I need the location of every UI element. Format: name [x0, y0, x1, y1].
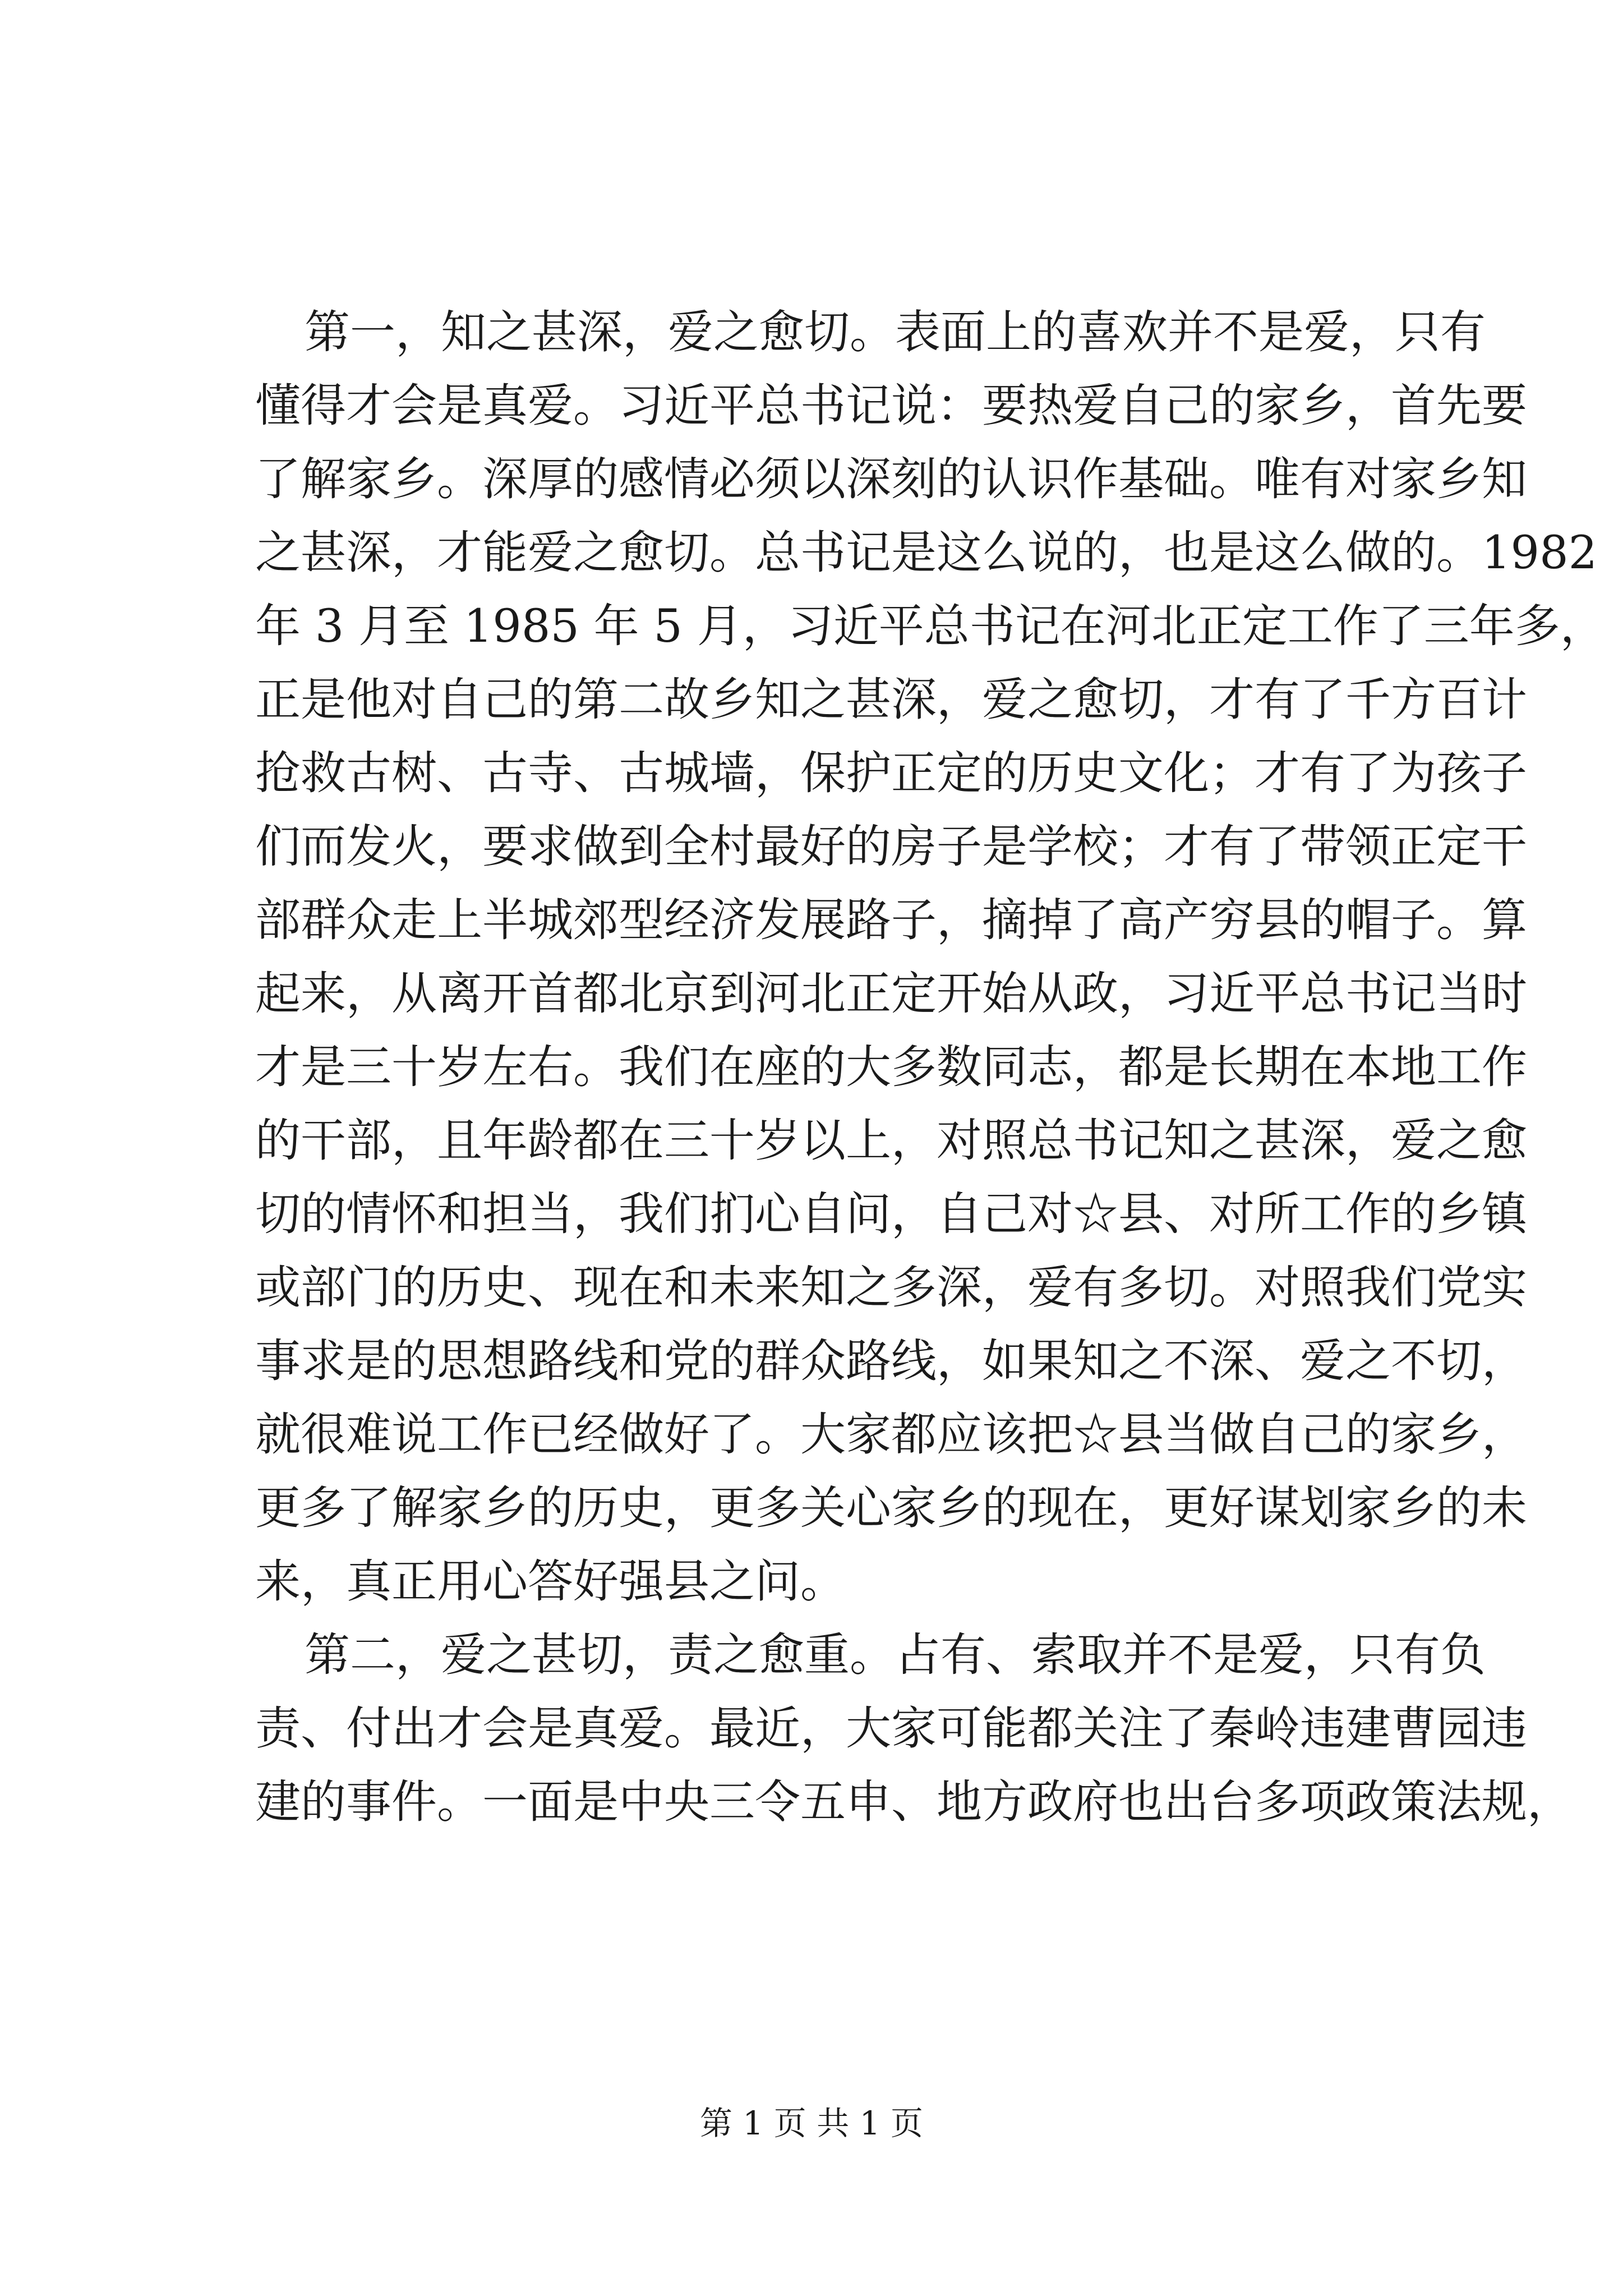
paragraph-1-line-16: 就很难说工作已经做好了。大家都应该把☆县当做自己的家乡， — [255, 1409, 1528, 1461]
paragraph-1-line-15: 事求是的思想路线和党的群众路线，如果知之不深、爱之不切， — [255, 1335, 1528, 1388]
page-footer: 第 1 页 共 1 页 — [700, 2104, 923, 2142]
paragraph-1-line-6: 正是他对自己的第二故乡知之甚深，爱之愈切，才有了千方百计 — [255, 674, 1528, 726]
paragraph-1-line-10: 起来，从离开首都北京到河北正定开始从政，习近平总书记当时 — [255, 968, 1528, 1020]
paragraph-1-line-14: 或部门的历史、现在和未来知之多深，爱有多切。对照我们党实 — [255, 1262, 1528, 1314]
paragraph-2-line-1: 第二，爱之甚切，责之愈重。占有、索取并不是爱，只有负 — [305, 1629, 1486, 1682]
paragraph-1-line-2: 懂得才会是真爱。习近平总书记说：要热爱自己的家乡，首先要 — [255, 380, 1528, 432]
paragraph-2-line-2: 责、付出才会是真爱。最近，大家可能都关注了秦岭违建曹园违 — [255, 1703, 1528, 1755]
paragraph-1-line-9: 部群众走上半城郊型经济发展路子，摘掉了高产穷县的帽子。算 — [255, 894, 1528, 947]
paragraph-1-line-12: 的干部，且年龄都在三十岁以上，对照总书记知之甚深，爱之愈 — [255, 1115, 1528, 1167]
paragraph-1-line-13: 切的情怀和担当，我们扪心自问，自己对☆县、对所工作的乡镇 — [255, 1188, 1528, 1241]
paragraph-1-line-11: 才是三十岁左右。我们在座的大多数同志，都是长期在本地工作 — [255, 1041, 1528, 1094]
paragraph-1-line-8: 们而发火，要求做到全村最好的房子是学校；才有了带领正定干 — [255, 821, 1528, 873]
paragraph-1-line-4: 之甚深，才能爱之愈切。总书记是这么说的，也是这么做的。1982 — [255, 527, 1598, 579]
paragraph-1-line-7: 抢救古树、古寺、古城墙，保护正定的历史文化；才有了为孩子 — [255, 747, 1528, 800]
paragraph-1-line-3: 了解家乡。深厚的感情必须以深刻的认识作基础。唯有对家乡知 — [255, 453, 1528, 506]
paragraph-1-line-5: 年 3 月至 1985 年 5 月，习近平总书记在河北正定工作了三年多， — [255, 600, 1606, 653]
paragraph-1-line-1: 第一，知之甚深，爱之愈切。表面上的喜欢并不是爱，只有 — [305, 306, 1486, 359]
document-body — [255, 296, 1606, 1839]
paragraph-1-line-18: 来，真正用心答好强县之问。 — [255, 1556, 846, 1608]
paragraph-2-line-3: 建的事件。一面是中央三令五申、地方政府也出台多项政策法规， — [255, 1776, 1573, 1829]
paragraph-1-line-17: 更多了解家乡的历史，更多关心家乡的现在，更好谋划家乡的未 — [255, 1482, 1528, 1535]
